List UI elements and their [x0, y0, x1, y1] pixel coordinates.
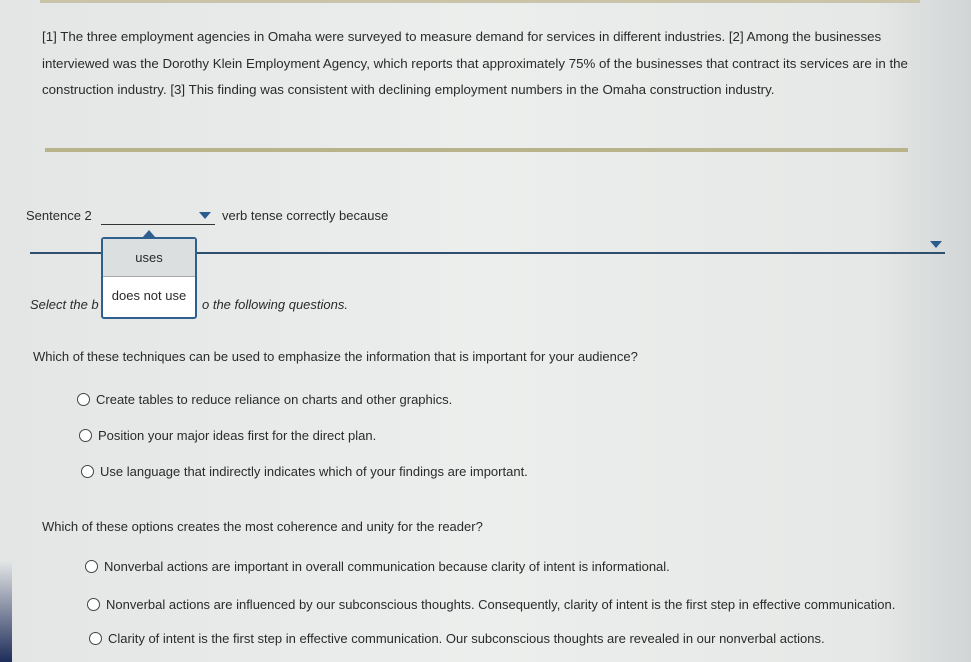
verb-tense-dropdown[interactable] — [101, 208, 215, 225]
instruction-left: Select the b — [30, 297, 99, 312]
top-divider — [40, 0, 920, 3]
dropdown-menu — [101, 237, 197, 319]
q2-radio-3[interactable] — [89, 632, 102, 645]
question-2: Which of these options creates the most coherence and unity for the reader? — [42, 519, 483, 534]
option-uses[interactable]: uses — [103, 239, 195, 277]
q1-radio-1[interactable] — [77, 393, 90, 406]
q2-option-2[interactable]: Nonverbal actions are influenced by our subconscious thoughts. Consequently, clarity of intent is the first step in effective communication. — [106, 597, 896, 612]
sentence-suffix: verb tense correctly because — [222, 208, 389, 223]
q2-radio-1[interactable] — [85, 560, 98, 573]
instruction-right: o the following questions. — [202, 297, 348, 312]
section-divider — [45, 148, 908, 152]
q1-radio-3[interactable] — [81, 465, 94, 478]
dropdown-arrow-icon — [199, 212, 211, 219]
sentence-prefix: Sentence 2 — [26, 208, 92, 223]
q1-option-2[interactable]: Position your major ideas first for the direct plan. — [98, 428, 377, 443]
screen-edge-shadow — [0, 560, 12, 662]
question-1: Which of these techniques can be used to emphasize the information that is important for your audience? — [33, 349, 638, 364]
q2-radio-2[interactable] — [87, 598, 100, 611]
q1-option-1[interactable]: Create tables to reduce reliance on charts and other graphics. — [96, 392, 453, 407]
q1-option-3[interactable]: Use language that indirectly indicates which of your findings are important. — [100, 464, 528, 479]
q2-option-1[interactable]: Nonverbal actions are important in overall communication because clarity of intent is informational. — [104, 559, 670, 574]
dropdown-arrow-icon — [930, 241, 942, 248]
option-does-not-use[interactable]: does not use — [111, 288, 187, 303]
q2-option-3[interactable]: Clarity of intent is the first step in effective communication. Our subconscious thoughts are revealed in our nonverbal actions. — [108, 631, 825, 646]
passage: [1] The three employment agencies in Omaha were surveyed to measure demand for services in different industries. [2] Among the businesses interviewed was the Dorothy Klein Employment Agency, which reports that approximately 75% of the businesses that contract its services are in the construction industry. [3] This finding was consistent with declining employment numbers in the Omaha construction industry. — [42, 29, 908, 97]
q1-radio-2[interactable] — [79, 429, 92, 442]
